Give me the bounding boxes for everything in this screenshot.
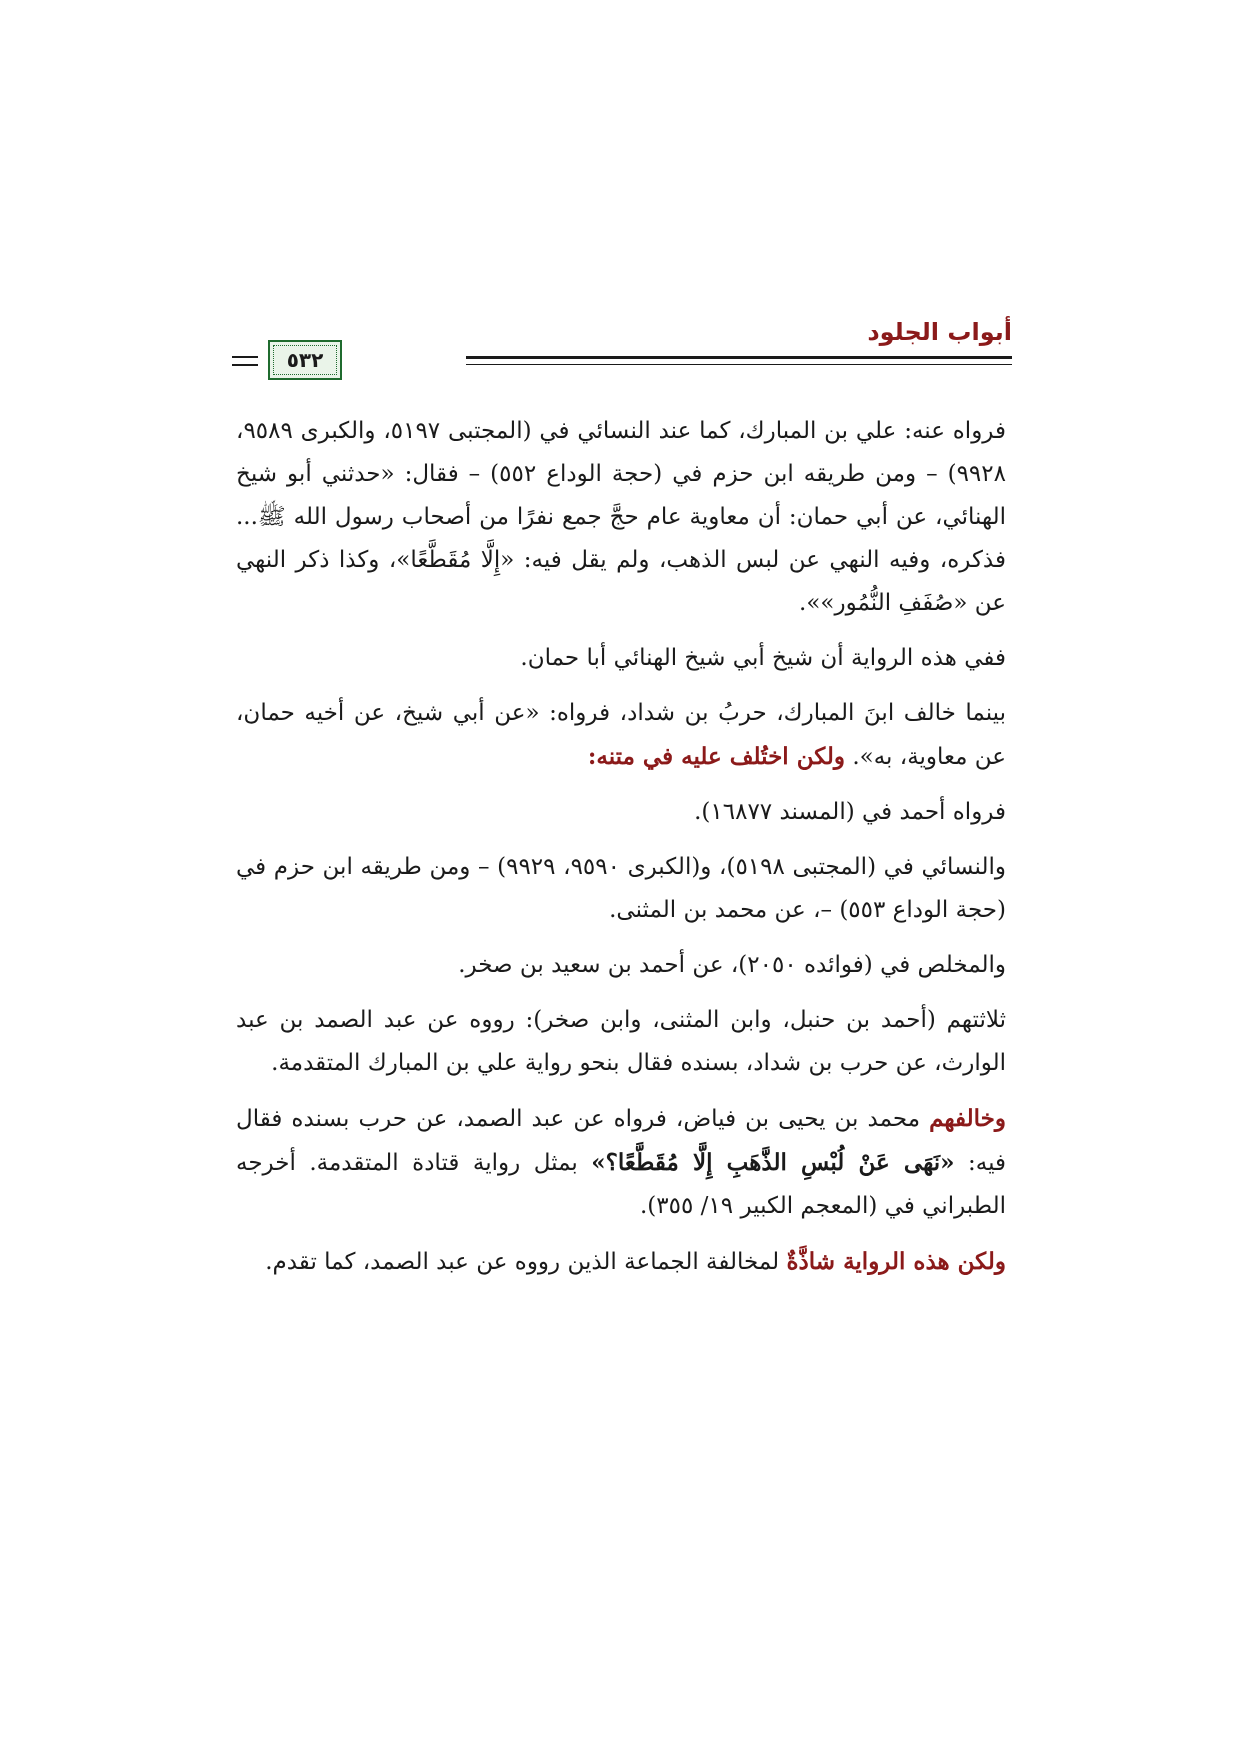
paragraph-9-highlight: ولكن هذه الرواية شاذَّةٌ	[786, 1248, 1006, 1275]
paragraph-5: والنسائي في (المجتبى ٥١٩٨)، و(الكبرى ٩٥٩٠، ٩٩٢٩) – ومن طريقه ابن حزم في (حجة الوداع ٥٥٣) –، عن محمد بن المثنى.	[236, 854, 1006, 923]
header-rule-thin	[466, 364, 1012, 365]
page-number-badge	[268, 340, 342, 380]
page-body	[236, 410, 1006, 1296]
paragraph-8	[236, 1097, 1006, 1228]
paragraph-6: والمخلص في (فوائده ٢٠٥٠)، عن أحمد بن سعيد بن صخر.	[458, 952, 1006, 978]
paragraph-9-text: لمخالفة الجماعة الذين رووه عن عبد الصمد، كما تقدم.	[265, 1249, 780, 1275]
paragraph-9	[236, 1240, 1006, 1284]
header-rule-left-top	[232, 356, 258, 358]
paragraph-8-highlight: وخالفهم	[929, 1105, 1006, 1132]
header-rule-thick	[466, 356, 1012, 359]
paragraph-7: ثلاثتهم (أحمد بن حنبل، وابن المثنى، وابن صخر): رووه عن عبد الصمد بن عبد الوارث، عن حرب بن شداد، بسنده فقال بنحو رواية علي بن المبارك المتقدمة.	[236, 1007, 1006, 1076]
paragraph-8-text-a: محمد بن يحيى بن فياض، فرواه عن عبد الصمد، عن حرب بسنده فقال فيه:	[236, 1106, 1006, 1176]
paragraph-8-quote: «نَهَى عَنْ لُبْسِ الذَّهَبِ إِلَّا مُقَطَّعًا؟»	[591, 1149, 955, 1176]
paragraph-3	[236, 692, 1006, 779]
header-rule-left-bottom	[232, 364, 258, 366]
chapter-title: أبواب الجلود	[867, 318, 1012, 346]
paragraph-3-highlight: ولكن اختُلف عليه في متنه:	[587, 743, 846, 770]
page-number: ٥٣٢	[286, 348, 324, 372]
paragraph-4: فرواه أحمد في (المسند ١٦٨٧٧).	[694, 799, 1006, 825]
paragraph-3-text: بينما خالف ابنَ المبارك، حربُ بن شداد، فرواه: «عن أبي شيخ، عن أخيه حمان، عن معاوية، به».	[236, 700, 1006, 770]
page-header	[232, 318, 1012, 388]
paragraph-1: فرواه عنه: علي بن المبارك، كما عند النسائي في (المجتبى ٥١٩٧، والكبرى ٩٥٨٩، ٩٩٢٨) – ومن طريقه ابن حزم في (حجة الوداع ٥٥٢) – فقال: «حدثني أبو شيخ الهنائي، عن أبي حمان: أن معاوية عام حجَّ جمع نفرًا من أصحاب رسول الله ﷺ... فذكره، وفيه النهي عن لبس الذهب، ولم يقل فيه: «إِلَّا مُقَطَّعًا»، وكذا ذكر النهي عن «صُفَفِ النُّمُور»».	[236, 418, 1006, 616]
paragraph-2: ففي هذه الرواية أن شيخ أبي شيخ الهنائي أبا حمان.	[520, 645, 1006, 671]
paragraph-8-text-b: بمثل رواية قتادة المتقدمة. أخرجه الطبراني في (المعجم الكبير ١٩/ ٣٥٥).	[236, 1150, 1006, 1219]
